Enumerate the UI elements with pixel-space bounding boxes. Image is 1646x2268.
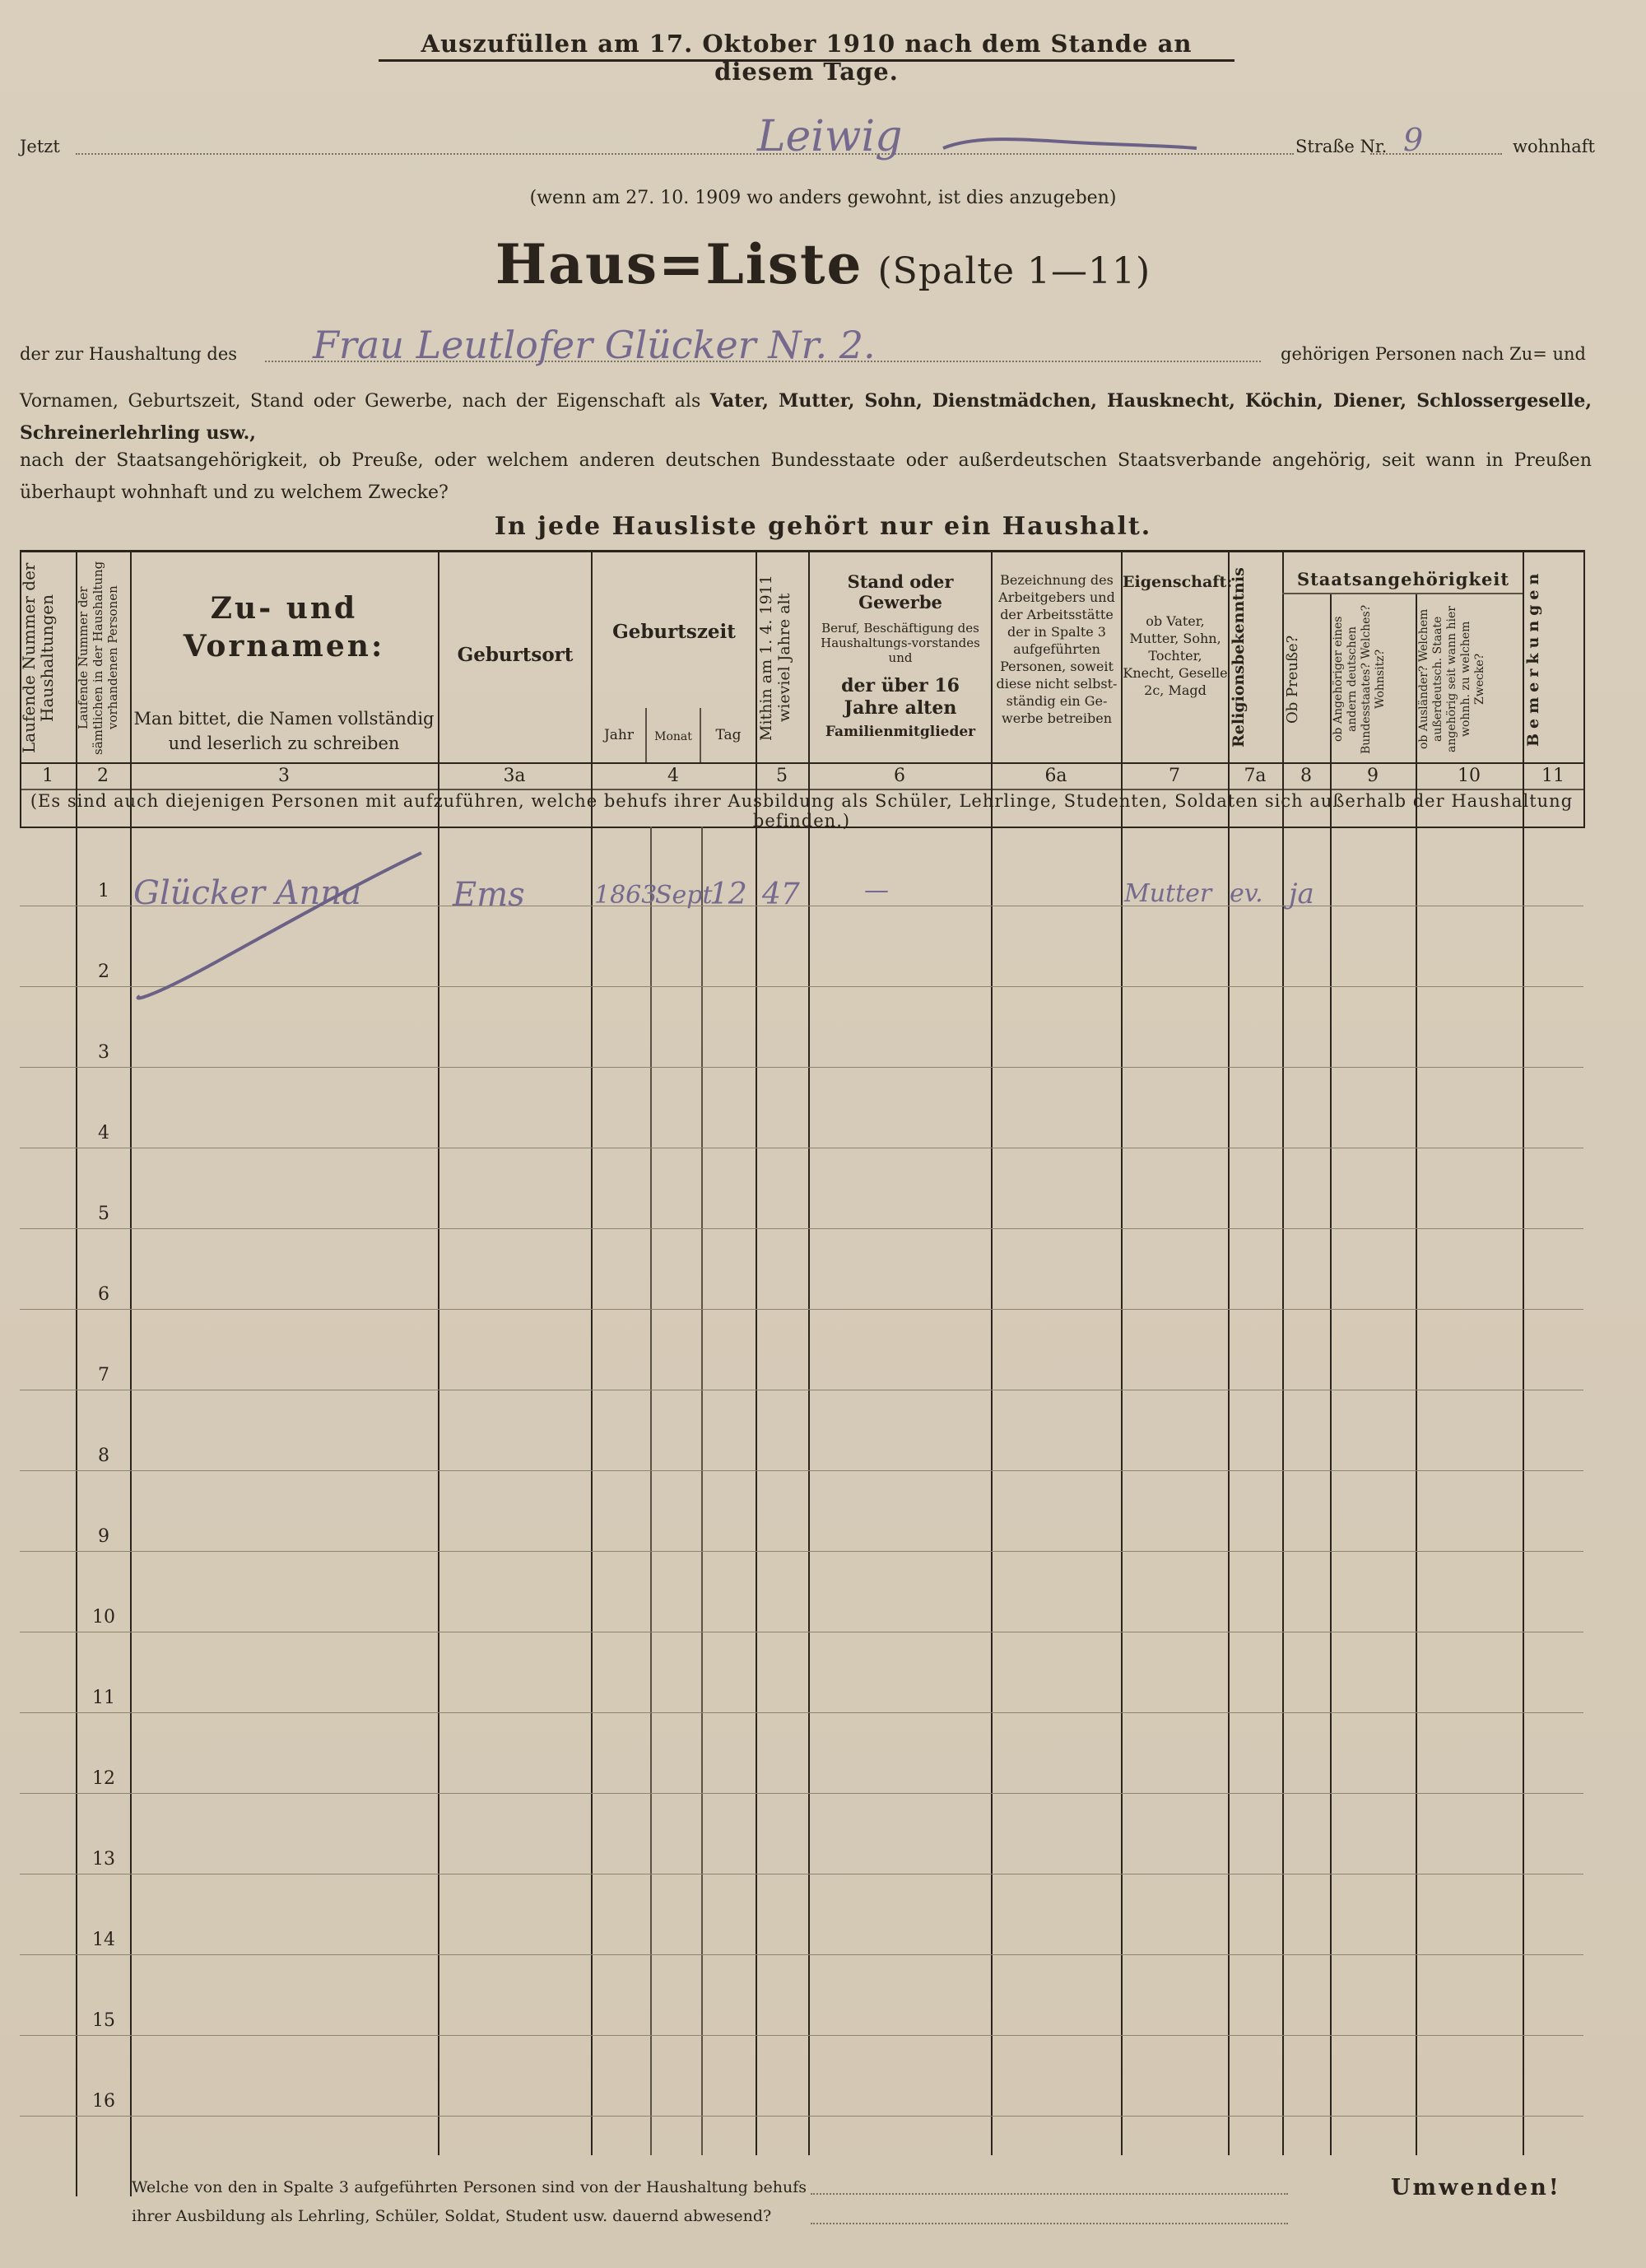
row-number: 14 bbox=[92, 1930, 115, 1950]
entry-stand-handwriting: — bbox=[864, 876, 889, 905]
row-line-3 bbox=[20, 1067, 1583, 1068]
row-number: 5 bbox=[98, 1204, 109, 1224]
row-number: 10 bbox=[92, 1607, 115, 1628]
colnum-3a: 3a bbox=[503, 766, 526, 786]
place-handwriting: Leiwig bbox=[757, 112, 903, 161]
place-scribble bbox=[938, 130, 1202, 160]
entry-birthplace-handwriting: Ems bbox=[453, 876, 525, 914]
header-col-8: Ob Preuße? bbox=[1284, 635, 1301, 724]
entry-birth-year: 1863 bbox=[594, 881, 658, 910]
header-col-4-jahr: Jahr bbox=[603, 727, 635, 743]
household-label: der zur Haushaltung des bbox=[20, 344, 238, 364]
row-number: 15 bbox=[92, 2010, 115, 2031]
row-line-6 bbox=[20, 1309, 1583, 1310]
form-headline: Auszufüllen am 17. Oktober 1910 nach dem Stande an diesem Tage. bbox=[421, 30, 1193, 86]
header-col-6-note: Beruf, Beschäftigung des Haushaltungs-vorstandes und bbox=[821, 621, 980, 665]
row-number: 12 bbox=[92, 1768, 115, 1789]
strasse-dotted-line bbox=[1370, 153, 1502, 155]
colnum-5: 5 bbox=[776, 766, 788, 786]
colnum-bottom-border bbox=[20, 789, 1583, 790]
row-line-15 bbox=[20, 2035, 1583, 2036]
previous-address-note: (wenn am 27. 10. 1909 wo anders gewohnt, ist dies anzugeben) bbox=[529, 188, 1117, 208]
row-number: 9 bbox=[98, 1526, 109, 1547]
footer-dotted-line-1 bbox=[811, 2193, 1288, 2195]
header-col-7a: Religionsbekenntnis bbox=[1230, 567, 1248, 748]
row-number: 6 bbox=[98, 1284, 109, 1305]
row-number: 7 bbox=[98, 1365, 109, 1385]
instruction-paragraph-2: nach der Staatsangehörigkeit, ob Preuße, oder welchem anderen deutschen Bundesstaate oder außerdeutschen Staatsverbande angehörig, seit wann in Preußen überhaupt wohnhaft und zu welchem Zwecke? bbox=[20, 450, 1592, 503]
entry-birth-day: 12 bbox=[709, 878, 747, 911]
colnum-1: 1 bbox=[42, 766, 53, 786]
row-line-11 bbox=[20, 1712, 1583, 1713]
header-col-4: Geburtszeit bbox=[612, 621, 736, 643]
colnum-3: 3 bbox=[278, 766, 290, 786]
header-col-9: ob Angehöriger eines andern deutschen Bundesstaates? Welches? Wohnsitz? bbox=[1332, 604, 1387, 754]
entry-birth-month: Sept. bbox=[655, 881, 721, 910]
header-col-6-age: der über 16 Jahre alten bbox=[841, 675, 960, 719]
staatsangehoerigkeit-underline bbox=[1282, 593, 1523, 594]
form-title bbox=[0, 232, 1646, 296]
entry-religion-handwriting: ev. bbox=[1230, 879, 1263, 908]
entry-role-handwriting: Mutter bbox=[1124, 879, 1212, 908]
entry-prussian-handwriting: ja bbox=[1289, 878, 1314, 910]
house-number-handwriting: 9 bbox=[1403, 122, 1424, 158]
row-number: 1 bbox=[98, 881, 109, 901]
row-number: 13 bbox=[92, 1849, 115, 1870]
col-border-4-jahr-body bbox=[650, 827, 652, 2155]
entry-age: 47 bbox=[762, 878, 800, 911]
header-col-1: Laufende Nummer der Haushaltungen bbox=[19, 562, 57, 753]
title-columns: (Spalte 1—11) bbox=[877, 250, 1151, 292]
row-number: 4 bbox=[98, 1123, 109, 1143]
row-number: 3 bbox=[98, 1042, 109, 1063]
row-number: 16 bbox=[92, 2091, 115, 2112]
colnum-10: 10 bbox=[1458, 766, 1481, 786]
header-col-2: Laufende Nummer der sämtlichen in der Haushaltung vorhandenen Personen bbox=[76, 561, 120, 755]
col-border-4-monat-body bbox=[701, 827, 703, 2155]
household-suffix: gehörigen Personen nach Zu= und bbox=[1281, 344, 1586, 364]
entry-name-handwriting: Glücker Anna bbox=[133, 874, 361, 912]
row-number: 11 bbox=[92, 1688, 115, 1708]
wohnhaft-label: wohnhaft bbox=[1513, 137, 1595, 156]
turn-over-label: Umwenden! bbox=[1391, 2175, 1561, 2200]
header-col-7-note: ob Vater, Mutter, Sohn, Tochter, Knecht, Geselle 2c, Magd bbox=[1123, 613, 1228, 698]
header-staatsangehoerigkeit: Staatsangehörigkeit bbox=[1296, 569, 1510, 589]
colnum-2: 2 bbox=[97, 766, 109, 786]
header-col-5: Mithin am 1. 4. 1911 wieviel Jahre alt bbox=[757, 575, 793, 741]
header-bottom-border bbox=[20, 762, 1583, 764]
header-col-3-title: Zu- und Vornamen: bbox=[183, 591, 385, 664]
header-col-6a: Bezeichnung des Arbeitgebers und der Arbeitsstätte der in Spalte 3 aufgeführten Personen, soweit diese nicht selbst-ständig ein Ge-werbe betreiben bbox=[996, 572, 1118, 726]
row-line-12 bbox=[20, 1793, 1583, 1794]
row-line-8 bbox=[20, 1470, 1583, 1471]
col-border-right bbox=[1583, 550, 1585, 828]
header-col-6-title: Stand oder Gewerbe bbox=[847, 571, 954, 612]
footer-dotted-line-2 bbox=[811, 2223, 1288, 2224]
header-col-4-tag: Tag bbox=[715, 727, 742, 743]
colnum-9: 9 bbox=[1367, 766, 1379, 786]
colnum-6a: 6a bbox=[1044, 766, 1067, 786]
entry-strike-line bbox=[115, 848, 444, 1004]
colnum-11: 11 bbox=[1541, 766, 1565, 786]
header-col-4-monat: Monat bbox=[654, 730, 692, 743]
colnum-8: 8 bbox=[1300, 766, 1312, 786]
header-col-7-title: Eigenschaft: bbox=[1123, 573, 1233, 591]
table-top-border bbox=[20, 550, 1583, 552]
headline-underline bbox=[379, 59, 1234, 62]
colnum-7a: 7a bbox=[1244, 766, 1267, 786]
row-number: 8 bbox=[98, 1446, 109, 1466]
row-line-5 bbox=[20, 1228, 1583, 1229]
header-col-3-note: Man bittet, die Namen vollständig und leserlich zu schreiben bbox=[133, 709, 435, 753]
footer-question: Welche von den in Spalte 3 aufgeführten Personen sind von der Haushaltung behufs ihrer Ausbildung als Lehrling, Schüler, Soldat, Student usw. dauernd abwesend? bbox=[132, 2178, 807, 2225]
row-line-14 bbox=[20, 1954, 1583, 1955]
colnum-4: 4 bbox=[667, 766, 679, 786]
colnum-6: 6 bbox=[894, 766, 905, 786]
row-number: 2 bbox=[98, 962, 109, 982]
header-col-3a: Geburtsort bbox=[457, 644, 574, 666]
title-main: Haus=Liste bbox=[495, 232, 863, 296]
colnum-7: 7 bbox=[1169, 766, 1180, 786]
row-line-16 bbox=[20, 2116, 1583, 2117]
row-line-9 bbox=[20, 1551, 1583, 1552]
instruction-paragraph-1: Vornamen, Geburtszeit, Stand oder Gewerbe, nach der Eigenschaft als Vater, Mutter, Sohn, Dienstmädchen, Hausknecht, Köchin, Diener, Schlossergeselle, Schreinerlehrling usw., bbox=[20, 390, 1592, 444]
household-head-handwriting: Frau Leutlofer Glücker Nr. 2. bbox=[313, 323, 876, 367]
header-col-11: Bemerkungen bbox=[1524, 568, 1542, 747]
table-note: (Es sind auch diejenigen Personen mit aufzuführen, welche behufs ihrer Ausbildung als Schüler, Lehrlinge, Studenten, Soldaten sich außerhalb der Haushaltung befinden.) bbox=[30, 791, 1574, 831]
strasse-label: Straße Nr. bbox=[1295, 137, 1388, 156]
jetzt-label: Jetzt bbox=[20, 137, 60, 156]
one-household-notice: In jede Hausliste gehört nur ein Haushalt. bbox=[494, 512, 1152, 541]
header-col-6-members: Familienmitglieder bbox=[825, 724, 976, 740]
header-col-10: ob Ausländer? Welchem außerdeutsch. Staate angehörig seit wann hier wohnh. zu welchem Zwecke? bbox=[1417, 606, 1486, 752]
